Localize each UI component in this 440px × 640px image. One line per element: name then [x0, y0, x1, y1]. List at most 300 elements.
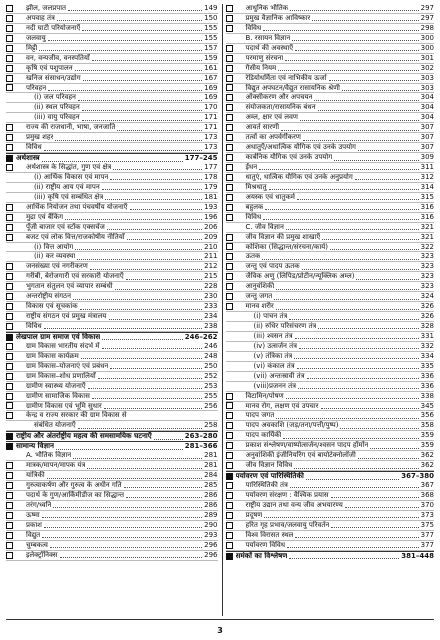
checkbox-square-icon: [226, 522, 233, 529]
dot-leader: [68, 5, 202, 11]
checkbox-square-icon: [226, 124, 233, 131]
dot-leader: [110, 363, 202, 369]
dot-leader: [113, 164, 202, 170]
dot-leader: [286, 393, 419, 399]
checkbox-square-icon: [226, 422, 233, 429]
toc-entry-label: (viii)प्रजनन तंत्र: [253, 381, 296, 390]
toc-entry: [226, 531, 435, 541]
dot-leader: [42, 532, 202, 538]
dot-leader: [82, 105, 202, 111]
toc-right-column: [222, 4, 435, 616]
toc-entry: [6, 243, 218, 253]
toc-entry-label: तत्वों का अपर्वर्गीकरण: [245, 133, 301, 142]
toc-entry: [6, 511, 218, 521]
toc-entry-label: झील, जलप्रपात: [26, 4, 67, 12]
toc-entry-page: 359: [420, 431, 434, 440]
dot-leader: [289, 553, 399, 559]
toc-entry-page: 212: [204, 262, 218, 271]
toc-entry-page: 211: [204, 252, 218, 261]
dot-leader: [56, 444, 183, 450]
toc-entry: [6, 312, 218, 322]
toc-entry-page: 304: [420, 113, 434, 122]
checkbox-square-icon: [6, 472, 13, 479]
dot-leader: [263, 25, 418, 31]
toc-entry-label: वन, वन्यजीव, वनस्पतियाँ: [26, 53, 90, 62]
toc-entry-page: 297: [420, 4, 434, 12]
toc-entry: [6, 163, 218, 173]
toc-entry-label: (i) आर्थिक विकास एवं मापन: [34, 172, 109, 181]
toc-entry: [226, 322, 435, 332]
checkbox-square-icon: [6, 402, 13, 409]
checkbox-square-icon: [6, 124, 13, 131]
dot-leader: [263, 214, 418, 220]
toc-entry: [226, 332, 435, 342]
toc-entry-label: पर्यावरण विविध: [245, 540, 286, 549]
toc-entry: [6, 113, 218, 123]
toc-entry: [226, 382, 435, 392]
toc-entry-page: 301: [420, 53, 434, 62]
toc-entry-label: पादप जगत: [245, 411, 275, 420]
toc-entry: [226, 143, 435, 153]
toc-entry-page: 159: [204, 53, 218, 62]
toc-entry-page: 358: [420, 421, 434, 430]
toc-entry-page: 161: [204, 63, 218, 72]
dot-leader: [340, 423, 418, 429]
dot-leader: [295, 333, 419, 339]
checkbox-square-icon: [226, 482, 233, 489]
toc-entry: [6, 133, 218, 143]
spacer: [226, 35, 233, 42]
toc-entry-label: जन्तु जगत: [245, 292, 273, 301]
toc-entry-label: बजट एवं लोक वित्त/राजकोषीय नीतियाँ: [26, 232, 125, 241]
dot-leader: [259, 164, 418, 170]
toc-entry-page: 173: [204, 143, 218, 152]
checkbox-square-icon: [226, 283, 233, 290]
toc-entry-label: C. जीव विज्ञान: [245, 222, 284, 231]
toc-entry: [6, 411, 218, 421]
checkbox-square-icon: [226, 412, 233, 419]
toc-entry: [6, 14, 218, 24]
toc-entry-page: 370: [420, 500, 434, 509]
checkbox-square-icon: [6, 84, 13, 91]
dot-leader: [82, 25, 202, 31]
toc-entry-page: 307: [420, 133, 434, 142]
toc-entry: [6, 342, 218, 352]
section-square-icon: [6, 155, 13, 162]
checkbox-square-icon: [6, 263, 13, 270]
table-of-contents: [6, 4, 434, 616]
toc-entry-page: 171: [204, 113, 218, 122]
toc-entry-label: भुगतान संतुलन एवं व्यापार सम्बंधी: [26, 282, 113, 291]
toc-entry: [226, 392, 435, 402]
toc-entry: [226, 193, 435, 203]
checkbox-square-icon: [226, 253, 233, 260]
toc-entry: [226, 451, 435, 461]
checkbox-square-icon: [226, 393, 233, 400]
checkbox-square-icon: [226, 243, 233, 250]
checkbox-square-icon: [6, 214, 13, 221]
toc-entry-page: 233: [204, 302, 218, 311]
toc-entry-label: राष्ट्रीय और अंतर्राष्ट्रीय महत्व की समसामयिक घटनाएँ: [16, 432, 152, 441]
dot-leader: [124, 482, 202, 488]
dot-leader: [276, 284, 418, 290]
dot-leader: [50, 542, 202, 548]
dot-leader: [90, 264, 202, 270]
checkbox-square-icon: [226, 184, 233, 191]
dot-leader: [302, 264, 419, 270]
toc-entry-label: (iv) उत्सर्जन तंत्र: [253, 341, 298, 350]
checkbox-square-icon: [226, 234, 233, 241]
toc-entry-page: 312: [420, 172, 434, 181]
toc-entry-label: प्रमुख वैज्ञानिक आविष्कार: [245, 13, 311, 22]
toc-entry-label: ग्राम विकास–योजनाएं एवं प्रबंधन: [26, 361, 109, 370]
spacer: [6, 452, 13, 459]
toc-entry-page: 177–245: [184, 154, 218, 163]
dot-leader: [48, 35, 202, 41]
toc-entry: [226, 342, 435, 352]
toc-entry: [6, 521, 218, 531]
toc-entry-label: मिट्टी: [26, 43, 38, 52]
checkbox-square-icon: [226, 432, 233, 439]
toc-entry-page: 246–262: [184, 332, 218, 341]
toc-entry: [6, 302, 218, 312]
toc-entry: [6, 501, 218, 511]
checkbox-square-icon: [6, 293, 13, 300]
toc-entry-label: (v) तंत्रिका तंत्र: [253, 351, 293, 360]
toc-entry: [6, 531, 218, 541]
toc-entry: [6, 93, 218, 103]
dot-leader: [287, 542, 419, 548]
toc-entry-label: अर्थशास्त्र: [16, 154, 40, 163]
toc-section-heading: [6, 431, 218, 441]
toc-entry-label: जलवायु: [26, 33, 46, 42]
dot-leader: [127, 234, 203, 240]
dot-leader: [300, 115, 419, 121]
toc-entry-label: कृषि एवं पशुपालन: [26, 63, 73, 72]
toc-entry-page: 167: [204, 73, 218, 82]
toc-entry: [226, 64, 435, 74]
toc-entry: [6, 372, 218, 382]
dot-leader: [314, 95, 418, 101]
toc-entry-label: आवर्त सारणी: [245, 123, 280, 132]
toc-entry: [226, 163, 435, 173]
toc-entry: [226, 362, 435, 372]
checkbox-square-icon: [226, 273, 233, 280]
toc-entry: [226, 501, 435, 511]
checkbox-square-icon: [6, 502, 13, 509]
dot-leader: [303, 135, 419, 141]
toc-entry-page: 331: [420, 331, 434, 340]
toc-entry-label: हरित गृह प्रभाव/जलवायु परिवर्तन: [245, 520, 330, 529]
dot-leader: [297, 363, 419, 369]
toc-entry-page: 315: [420, 192, 434, 201]
dot-leader: [355, 174, 419, 180]
toc-entry-page: 296: [204, 550, 218, 559]
toc-entry-page: 248: [204, 351, 218, 360]
toc-entry: [6, 451, 218, 461]
toc-entry-page: 178: [204, 172, 218, 181]
toc-entry-label: राष्ट्रीय उद्यान तथा वन्य जीव अभयारण्य: [245, 500, 343, 509]
dot-leader: [65, 214, 202, 220]
checkbox-square-icon: [6, 532, 13, 539]
checkbox-square-icon: [226, 214, 233, 221]
toc-entry: [226, 34, 435, 44]
toc-entry-label: ग्राम विकास कार्यक्रम: [26, 351, 79, 360]
dot-leader: [60, 552, 203, 558]
toc-entry-page: 177: [204, 163, 218, 171]
toc-entry-page: 307: [420, 123, 434, 132]
dot-leader: [295, 45, 419, 51]
toc-entry-label: राष्ट्रीय संगठन एवं प्रमुख मंत्रालय: [26, 312, 107, 321]
toc-entry-page: 149: [204, 4, 218, 12]
dot-leader: [104, 403, 202, 409]
checkbox-square-icon: [226, 65, 233, 72]
toc-entry: [226, 54, 435, 64]
toc-entry: [6, 233, 218, 243]
toc-entry: [6, 322, 218, 332]
toc-entry: [226, 123, 435, 133]
toc-entry-page: 298: [420, 23, 434, 32]
dot-leader: [80, 304, 203, 310]
dot-leader: [370, 443, 418, 449]
toc-entry-label: यांत्रिकी: [26, 471, 45, 480]
checkbox-square-icon: [226, 293, 233, 300]
checkbox-square-icon: [6, 482, 13, 489]
toc-entry: [226, 511, 435, 521]
toc-entry-page: 332: [420, 341, 434, 350]
toc-entry-label: संबंधित योजनाएँ: [34, 421, 76, 430]
checkbox-square-icon: [6, 343, 13, 350]
checkbox-square-icon: [6, 323, 13, 330]
checkbox-square-icon: [6, 492, 13, 499]
toc-entry-label: (i) पाचन तंत्र: [253, 312, 288, 321]
toc-entry-label: गैसीय नियम: [245, 63, 277, 72]
dot-leader: [329, 75, 419, 81]
toc-entry-label: विद्युत: [26, 530, 41, 539]
toc-entry-label: सामान्य विज्ञान: [16, 442, 54, 451]
checkbox-square-icon: [226, 204, 233, 211]
checkbox-square-icon: [6, 5, 13, 12]
toc-entry-label: परिवहन: [26, 83, 47, 92]
toc-entry: [6, 143, 218, 153]
toc-entry: [6, 64, 218, 74]
toc-entry-label: प्रमुख शहर: [26, 133, 54, 142]
checkbox-square-icon: [226, 442, 233, 449]
checkbox-square-icon: [226, 174, 233, 181]
dot-leader: [318, 323, 418, 329]
dot-leader: [290, 5, 418, 11]
toc-entry-label: जीव विज्ञान की प्रमुख शाखाएँ: [245, 232, 321, 241]
toc-entry-page: 196: [204, 212, 218, 221]
toc-entry-label: अधातुएँ/अधात्विक यौगिक एवं उनके उपयोग: [245, 143, 356, 152]
toc-entry-page: 230: [204, 292, 218, 301]
toc-entry: [6, 54, 218, 64]
toc-entry: [6, 272, 218, 282]
toc-entry-page: 293: [204, 530, 218, 539]
dot-leader: [318, 105, 419, 111]
checkbox-square-icon: [226, 164, 233, 171]
toc-entry: [226, 24, 435, 34]
toc-entry-page: 324: [420, 292, 434, 301]
dot-leader: [299, 343, 419, 349]
toc-entry-page: 286: [204, 500, 218, 509]
dot-leader: [126, 274, 202, 280]
dot-leader: [102, 343, 203, 349]
checkbox-square-icon: [226, 84, 233, 91]
toc-entry-label: पादप कार्यिकी: [245, 431, 282, 440]
checkbox-square-icon: [226, 492, 233, 499]
dot-leader: [42, 156, 183, 162]
toc-entry-page: 285: [204, 481, 218, 489]
dot-leader: [48, 85, 202, 91]
dot-leader: [286, 224, 419, 230]
dot-leader: [322, 234, 418, 240]
dot-leader: [126, 492, 202, 498]
dot-leader: [278, 65, 418, 71]
dot-leader: [285, 55, 418, 61]
toc-entry-page: 322: [420, 242, 434, 251]
toc-entry-label: अयस्क एवं धातुकर्म: [245, 192, 295, 201]
dot-leader: [83, 75, 202, 81]
toc-entry-page: 335: [420, 361, 434, 370]
checkbox-square-icon: [6, 15, 13, 22]
toc-entry-label: तरंग/ध्वनि: [26, 500, 52, 509]
toc-entry-label: मुद्रा एवं बैंकिंग: [26, 212, 64, 221]
section-square-icon: [6, 443, 13, 450]
toc-entry-page: 171: [204, 123, 218, 132]
toc-entry-label: अम्ल, क्षार एवं लवण: [245, 113, 298, 122]
toc-entry-label: चुम्बकत्व: [26, 540, 48, 549]
toc-entry-page: 169: [204, 83, 218, 92]
toc-entry: [226, 44, 435, 54]
toc-entry: [226, 243, 435, 253]
toc-entry: [226, 441, 435, 451]
toc-entry-page: 255: [204, 391, 218, 400]
toc-entry: [6, 24, 218, 34]
dot-leader: [276, 304, 419, 310]
checkbox-square-icon: [226, 94, 233, 101]
toc-section-heading: [6, 153, 218, 163]
toc-entry-label: पादप अवकाशि (जड़/तना/पत्ती/पुष्प): [245, 421, 339, 430]
toc-entry: [226, 302, 435, 312]
toc-entry-label: विकास एवं सूचकांक: [26, 302, 78, 311]
dot-leader: [130, 204, 203, 210]
toc-entry-page: 326: [420, 302, 434, 311]
toc-entry: [6, 352, 218, 362]
checkbox-square-icon: [6, 512, 13, 519]
dot-leader: [265, 204, 418, 210]
checkbox-square-icon: [226, 114, 233, 121]
toc-entry-label: A. भौतिक विज्ञान: [26, 451, 72, 460]
toc-entry-page: 362: [420, 451, 434, 460]
dot-leader: [55, 135, 202, 141]
toc-entry: [6, 252, 218, 262]
toc-entry-label: धातुएं, धात्विक यौगिक एवं उनके अनुप्रयोग: [245, 172, 353, 181]
toc-entry: [226, 312, 435, 322]
toc-entry-label: आधुनिक भौतिक: [245, 4, 289, 12]
toc-section-heading: [226, 551, 435, 561]
toc-entry-label: (iii) वायु परिवहन: [34, 113, 80, 122]
toc-entry-page: 302: [420, 63, 434, 72]
dot-leader: [307, 373, 419, 379]
toc-entry: [6, 282, 218, 292]
toc-entry-page: 377: [420, 530, 434, 539]
checkbox-square-icon: [226, 25, 233, 32]
toc-entry: [226, 103, 435, 113]
toc-entry-label: ईंधन: [245, 163, 258, 171]
toc-entry-page: 179: [204, 182, 218, 191]
checkbox-square-icon: [6, 25, 13, 32]
toc-entry-page: 375: [420, 520, 434, 529]
toc-entry-page: 234: [204, 312, 218, 321]
toc-entry-label: बहुलक: [245, 202, 264, 211]
toc-entry-page: 304: [420, 93, 434, 102]
toc-entry: [6, 461, 218, 471]
toc-entry-page: 323: [420, 282, 434, 291]
toc-entry-label: (vii) अन्तःस्रावी तंत्र: [253, 371, 305, 380]
toc-entry-page: 238: [204, 322, 218, 330]
dot-leader: [73, 294, 202, 300]
toc-entry-page: 314: [420, 182, 434, 191]
checkbox-square-icon: [6, 383, 13, 390]
toc-entry: [226, 282, 435, 292]
toc-entry: [6, 203, 218, 213]
toc-entry-page: 304: [420, 103, 434, 112]
toc-entry-label: अनुवांशिकी इंजीनियरिंग एवं बायोटेक्नोलॉजी: [245, 451, 356, 460]
toc-entry-label: जनसंख्या एवं नगरीकरण: [26, 262, 88, 271]
toc-entry: [226, 74, 435, 84]
toc-entry-label: ऊतक: [245, 252, 261, 261]
toc-entry-page: 321: [420, 232, 434, 241]
checkbox-square-icon: [6, 303, 13, 310]
dot-leader: [294, 463, 418, 469]
toc-entry: [226, 233, 435, 243]
toc-entry-page: 336: [420, 371, 434, 380]
toc-entry: [6, 183, 218, 193]
toc-entry-label: केन्द्र व राज्य सरकार की ग्राम विकास से: [26, 411, 127, 420]
dot-leader: [42, 512, 202, 518]
toc-entry: [6, 213, 218, 223]
checkbox-square-icon: [226, 402, 233, 409]
checkbox-square-icon: [6, 522, 13, 529]
checkbox-square-icon: [226, 15, 233, 22]
dot-leader: [78, 423, 202, 429]
dot-leader: [105, 194, 202, 200]
dot-leader: [75, 244, 202, 250]
toc-entry-label: पदार्थ की अवस्थाएँ: [245, 43, 294, 52]
toc-entry: [226, 521, 435, 531]
dot-leader: [342, 85, 419, 91]
dot-leader: [57, 15, 202, 21]
dot-leader: [109, 314, 203, 320]
dot-leader: [331, 492, 419, 498]
checkbox-square-icon: [6, 462, 13, 469]
toc-entry-page: 157: [204, 43, 218, 52]
toc-entry: [226, 4, 435, 14]
toc-entry-label: विश्व विरासत स्थल: [245, 530, 294, 539]
toc-entry-label: परमाणु संरचना: [245, 53, 284, 62]
toc-entry-label: ग्रामीण सामाजिक विकास: [26, 391, 90, 400]
toc-entry-label: गरीबी, बेरोजगारी एवं सरकारी योजनाएँ: [26, 272, 124, 281]
toc-entry: [6, 44, 218, 54]
checkbox-square-icon: [6, 204, 13, 211]
toc-entry-page: 309: [420, 153, 434, 162]
toc-entry: [226, 352, 435, 362]
toc-entry-page: 323: [420, 272, 434, 281]
dot-leader: [44, 323, 202, 329]
toc-entry-label: आनुवंशिकी: [245, 282, 275, 291]
toc-entry-label: पर्यावरण एवं पारिस्थितिकी: [235, 472, 304, 481]
